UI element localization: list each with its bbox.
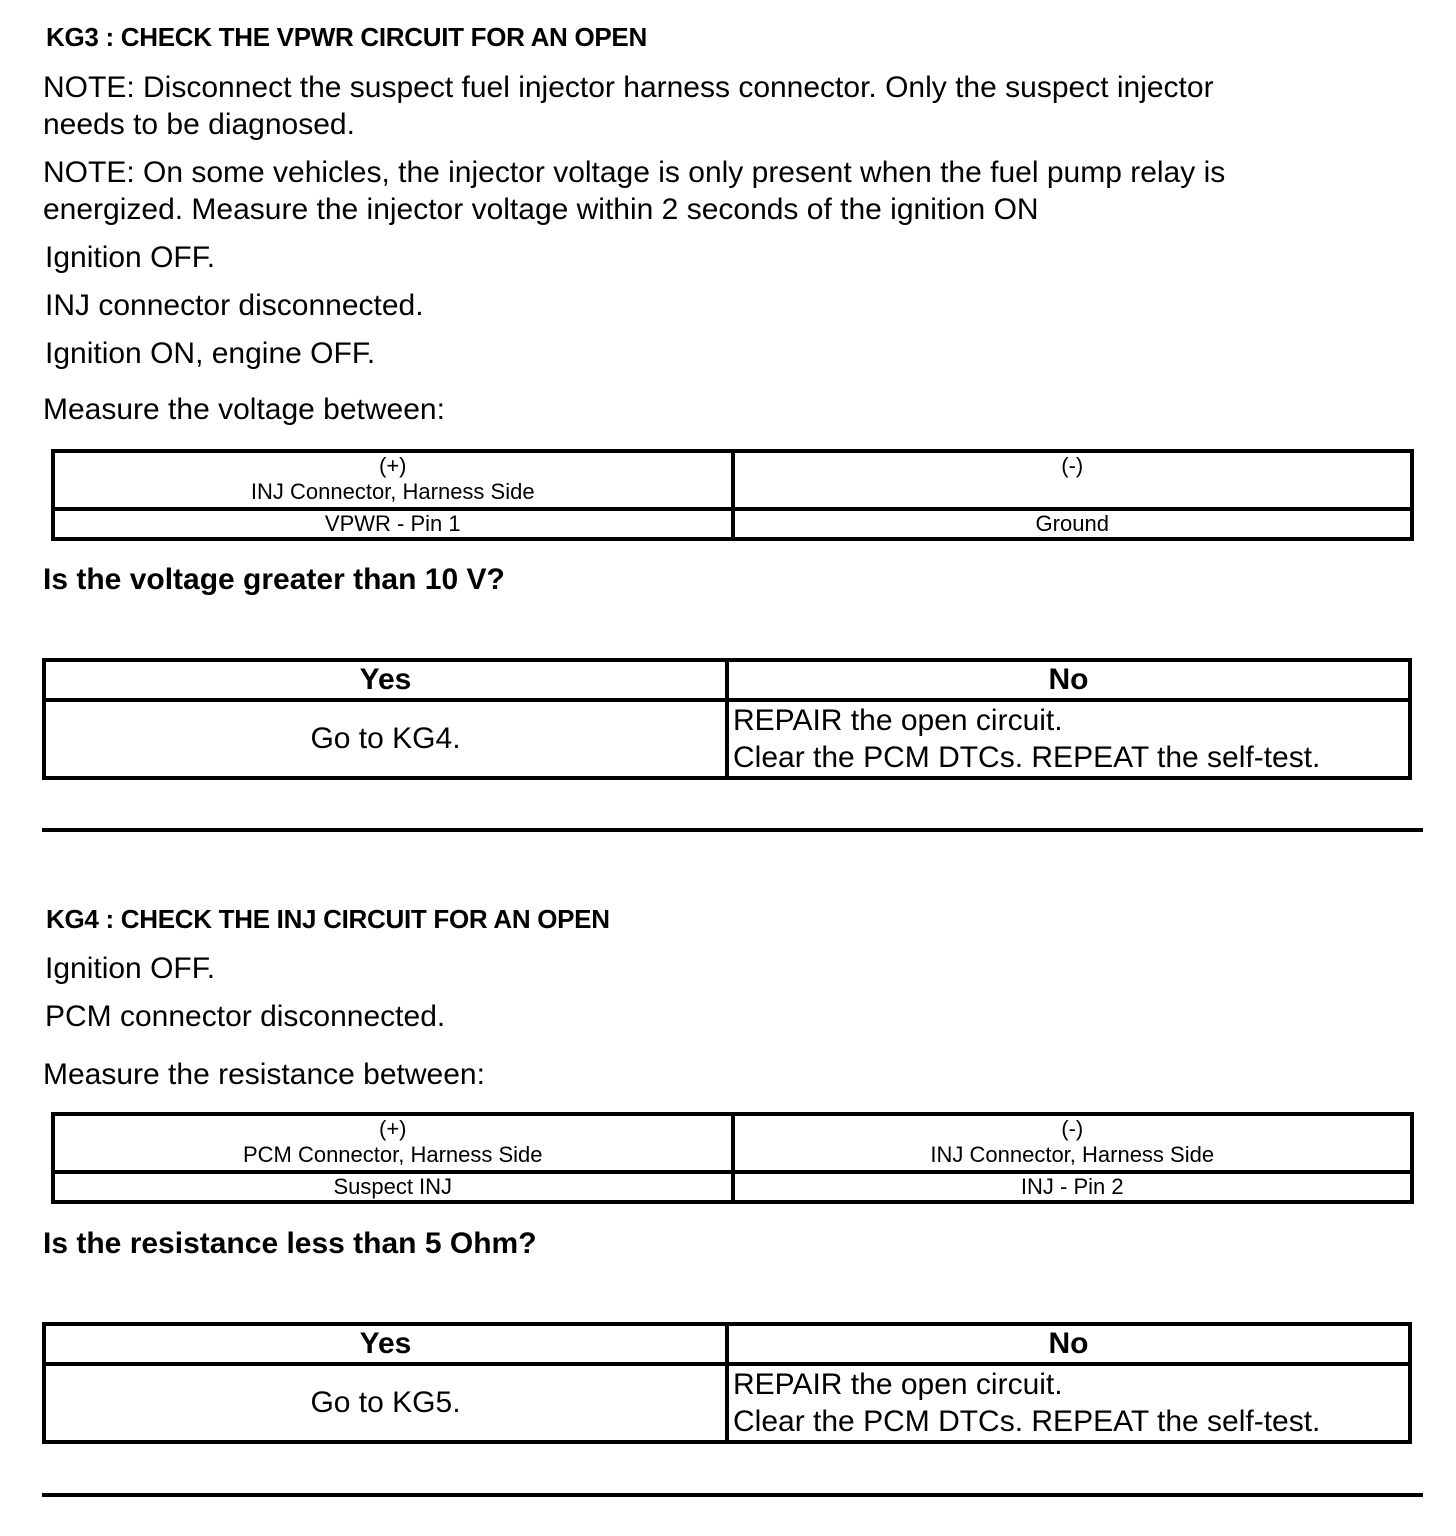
section-divider bbox=[42, 1493, 1423, 1497]
kg4-decision-table bbox=[42, 1322, 1412, 1444]
kg4-measure-table bbox=[51, 1112, 1414, 1204]
minus-label: (-) bbox=[1061, 453, 1084, 478]
kg3-measure-table bbox=[51, 449, 1414, 541]
minus-connector: INJ Connector, Harness Side bbox=[930, 1142, 1215, 1167]
kg3-step-3: Ignition ON, engine OFF. bbox=[45, 337, 376, 370]
kg3-step-1: Ignition OFF. bbox=[45, 241, 216, 274]
yes-header: Yes bbox=[44, 660, 727, 700]
kg3-note-2-line-1: NOTE: On some vehicles, the injector voltage is only present when the fuel pump relay is bbox=[43, 156, 1226, 189]
plus-value-cell: VPWR - Pin 1 bbox=[53, 509, 733, 539]
kg3-step-2: INJ connector disconnected. bbox=[45, 289, 424, 322]
kg4-measure-label: Measure the resistance between: bbox=[43, 1058, 485, 1091]
plus-label: (+) bbox=[379, 1116, 407, 1141]
kg4-step-2: PCM connector disconnected. bbox=[45, 1000, 446, 1033]
yes-action: Go to KG5. bbox=[44, 1364, 727, 1442]
no-action bbox=[727, 1364, 1410, 1442]
no-action-line-1: REPAIR the open circuit. bbox=[733, 704, 1063, 737]
section-divider bbox=[42, 828, 1423, 832]
yes-header: Yes bbox=[44, 1324, 727, 1364]
plus-label: (+) bbox=[379, 453, 407, 478]
minus-header-cell bbox=[733, 1114, 1413, 1172]
kg4-step-1: Ignition OFF. bbox=[45, 952, 216, 985]
yes-action: Go to KG4. bbox=[44, 700, 727, 778]
kg4-title: KG4 : CHECK THE INJ CIRCUIT FOR AN OPEN bbox=[46, 904, 610, 934]
decision-header-row bbox=[44, 660, 1410, 700]
decision-header-row bbox=[44, 1324, 1410, 1364]
plus-connector: PCM Connector, Harness Side bbox=[242, 1142, 543, 1167]
kg3-question: Is the voltage greater than 10 V? bbox=[43, 563, 505, 596]
no-header: No bbox=[727, 1324, 1410, 1364]
minus-value-cell: Ground bbox=[733, 509, 1413, 539]
kg3-title: KG3 : CHECK THE VPWR CIRCUIT FOR AN OPEN bbox=[46, 22, 647, 52]
no-action bbox=[727, 700, 1410, 778]
minus-label: (-) bbox=[1061, 1116, 1084, 1141]
no-header: No bbox=[727, 660, 1410, 700]
kg3-measure-label: Measure the voltage between: bbox=[43, 393, 445, 426]
measure-value-row bbox=[53, 509, 1412, 539]
plus-header-cell bbox=[53, 451, 733, 509]
no-action-line-2: Clear the PCM DTCs. REPEAT the self-test. bbox=[733, 1405, 1321, 1438]
measure-header-row bbox=[53, 1114, 1412, 1172]
kg4-question: Is the resistance less than 5 Ohm? bbox=[43, 1227, 537, 1260]
kg3-note-1-line-1: NOTE: Disconnect the suspect fuel injector harness connector. Only the suspect injector bbox=[43, 71, 1214, 104]
plus-connector: INJ Connector, Harness Side bbox=[250, 479, 535, 504]
decision-action-row bbox=[44, 700, 1410, 778]
no-action-line-1: REPAIR the open circuit. bbox=[733, 1368, 1063, 1401]
minus-header-cell bbox=[733, 451, 1413, 509]
measure-header-row bbox=[53, 451, 1412, 509]
minus-value-cell: INJ - Pin 2 bbox=[733, 1172, 1413, 1202]
no-action-line-2: Clear the PCM DTCs. REPEAT the self-test. bbox=[733, 741, 1321, 774]
kg3-note-1-line-2: needs to be diagnosed. bbox=[43, 108, 355, 141]
kg3-decision-table bbox=[42, 658, 1412, 780]
plus-header-cell bbox=[53, 1114, 733, 1172]
measure-value-row bbox=[53, 1172, 1412, 1202]
kg3-note-2-line-2: energized. Measure the injector voltage within 2 seconds of the ignition ON bbox=[43, 193, 1039, 226]
plus-value-cell: Suspect INJ bbox=[53, 1172, 733, 1202]
decision-action-row bbox=[44, 1364, 1410, 1442]
